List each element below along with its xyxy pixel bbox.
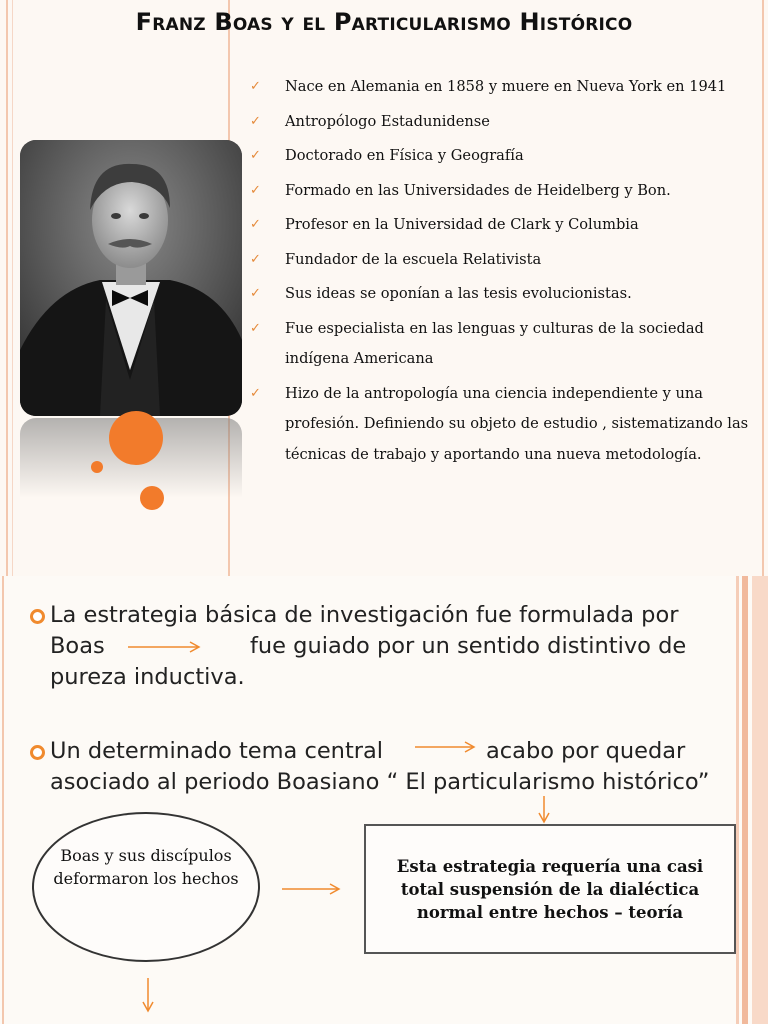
list-item (250, 176, 760, 207)
decor-circle-small (91, 461, 103, 473)
portrait-illustration (20, 140, 242, 416)
check-icon: ✓ (250, 385, 261, 401)
decor-stripe (12, 0, 13, 576)
text-line-2b: fue guiado por un sentido distintivo de (250, 633, 687, 659)
list-item-text: Sus ideas se oponían a las tesis evolucionistas. (285, 285, 632, 302)
list-item-text: Doctorado en Física y Geografía (285, 147, 524, 164)
text-line-3: pureza inductiva. (50, 664, 245, 690)
portrait-photo (20, 140, 242, 416)
list-item-text: Antropólogo Estadunidense (285, 112, 490, 130)
slide-title: Franz Boas y el Particularismo Histórico (135, 8, 633, 36)
decor-stripe (6, 0, 8, 576)
check-icon: ✓ (250, 113, 261, 129)
list-item-text: Nace en Alemania en 1858 y muere en Nueva York en 1941 (285, 78, 727, 95)
decor-stripe (762, 0, 764, 576)
right-arrow-icon (415, 742, 474, 752)
check-icon: ✓ (250, 217, 261, 232)
list-item (250, 245, 760, 276)
check-icon: ✓ (250, 148, 261, 163)
decor-circle-large (109, 411, 163, 465)
list-item (250, 379, 760, 471)
biography-list (250, 72, 760, 474)
list-item-text: Fundador de la escuela Relativista (285, 250, 542, 268)
text-line-1: La estrategia básica de investigación fue formulada por (50, 602, 679, 628)
list-item-text: Profesor en la Universidad de Clark y Columbia (285, 216, 639, 233)
right-arrow-icon (282, 884, 339, 894)
check-icon: ✓ (250, 251, 261, 267)
list-item (250, 314, 760, 375)
right-arrow-icon (128, 642, 199, 652)
text-line-1a: Un determinado tema central (50, 738, 384, 764)
check-icon: ✓ (250, 286, 261, 301)
down-arrow-icon (539, 796, 549, 822)
list-item (250, 107, 760, 138)
text-line-2: asociado al periodo Boasiano “ El particularismo histórico” (50, 769, 710, 795)
list-item-text: Hizo de la antropología una ciencia independiente y una profesión. Definiendo su objeto de estudio , sistematizando las técnicas de trabajo y aportando una nueva metodología. (285, 384, 749, 463)
list-item (250, 141, 760, 172)
decor-circle-medium (140, 486, 164, 510)
box-text: Esta estrategia requería una casi total suspensión de la dialéctica normal entre hechos – teoría (396, 857, 704, 922)
ellipse-text: Boas y sus discípulos deformaron los hechos (53, 846, 239, 888)
check-icon: ✓ (250, 182, 261, 198)
slide-strategy (0, 576, 768, 1024)
text-line-1b: acabo por quedar (486, 738, 686, 764)
text-line-2a: Boas (50, 633, 105, 659)
list-item-text: Formado en las Universidades de Heidelberg y Bon. (285, 181, 671, 199)
down-arrow-icon (143, 978, 153, 1011)
list-item (250, 210, 760, 241)
check-icon: ✓ (250, 320, 261, 336)
check-icon: ✓ (250, 79, 261, 94)
list-item (250, 72, 760, 103)
list-item-text: Fue especialista en las lenguas y culturas de la sociedad indígena Americana (285, 319, 704, 367)
list-item (250, 279, 760, 310)
